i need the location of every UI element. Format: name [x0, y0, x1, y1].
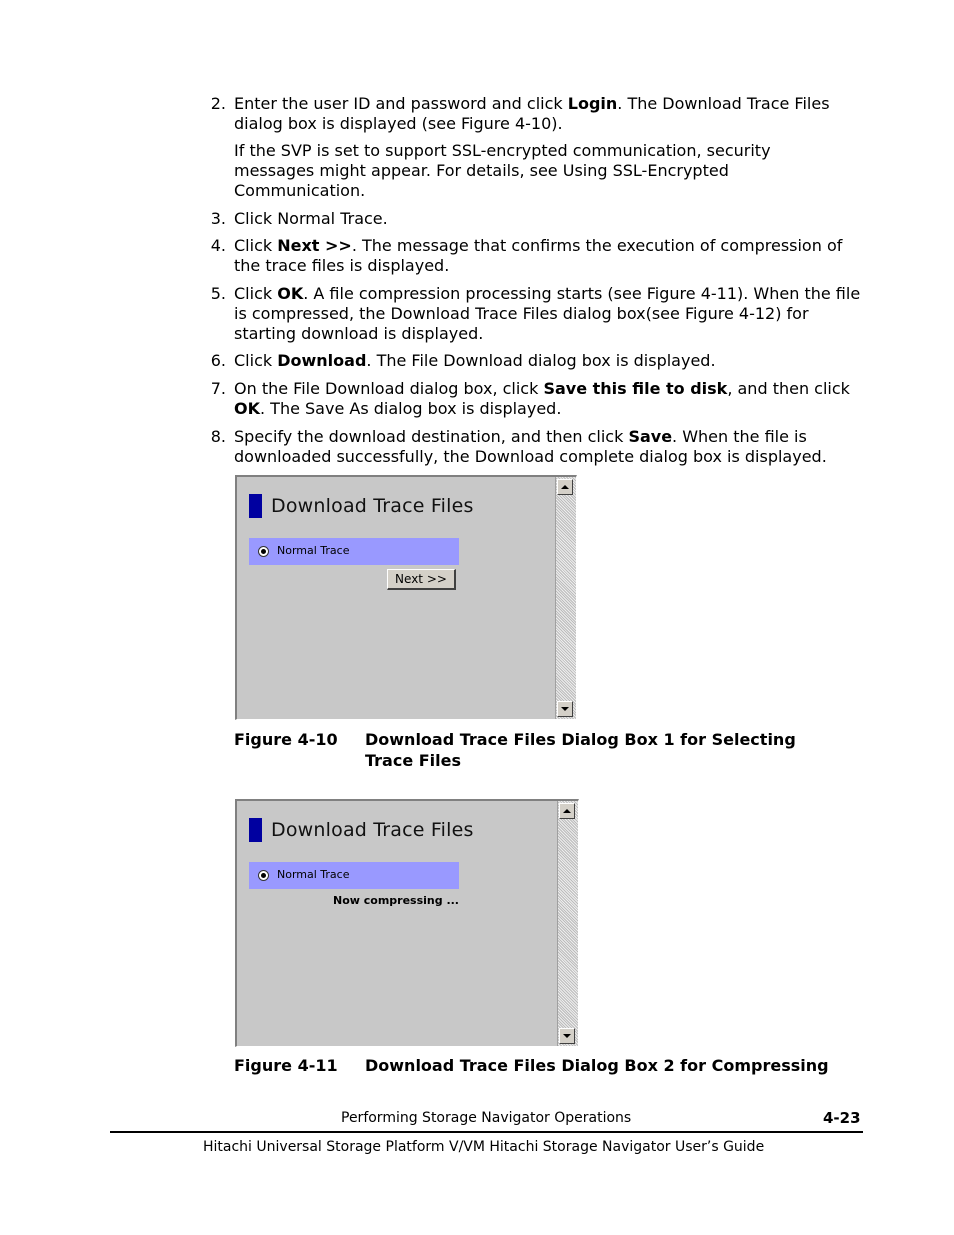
figure-title: Download Trace Files Dialog Box 2 for Compressing — [365, 1056, 829, 1075]
step-number: 3. — [210, 209, 226, 228]
text-run: Click Normal Trace. — [234, 209, 388, 228]
scroll-up-button[interactable] — [559, 803, 575, 819]
step-text — [234, 209, 864, 229]
title-marker — [249, 494, 262, 518]
download-trace-dialog-2 — [235, 799, 579, 1047]
text-run: Click — [234, 236, 278, 255]
step-number: 7. — [210, 379, 226, 398]
bold-term: Save this file to disk — [543, 379, 728, 398]
text-run: . When the file is downloaded successfully, the Download complete dialog box is displayed. — [234, 427, 827, 466]
step-number: 2. — [210, 94, 226, 113]
step-number: 5. — [210, 284, 226, 303]
bold-term: Login — [567, 94, 618, 113]
bold-term: OK — [277, 284, 304, 303]
figure-title: Download Trace Files Dialog Box 1 for Selecting Trace Files — [365, 730, 796, 770]
dialog-title: Download Trace Files — [271, 819, 474, 841]
text-run: . The Download Trace Files dialog box is displayed (see Figure 4-10). — [234, 94, 830, 133]
scroll-down-button[interactable] — [559, 1028, 575, 1044]
title-marker — [249, 818, 262, 842]
step-text — [234, 284, 864, 344]
bold-term: Next >> — [277, 236, 352, 255]
option-label: Normal Trace — [277, 868, 350, 881]
step-text — [234, 427, 864, 467]
figure-label: Figure 4-10 — [234, 730, 338, 749]
ssl-note: If the SVP is set to support SSL-encrypted communication, security messages might appear. For details, see Using SSL-Encrypted Communication. — [234, 141, 771, 200]
step-number: 6. — [210, 351, 226, 370]
text-run: Specify the download destination, and then click — [234, 427, 629, 446]
arrow-up-icon — [561, 485, 569, 489]
next-button[interactable]: Next >> — [387, 569, 456, 590]
text-run: Click — [234, 351, 278, 370]
text-run: . The Save As dialog box is displayed. — [260, 399, 562, 418]
vertical-scrollbar[interactable] — [555, 477, 576, 719]
bold-term: Download — [277, 351, 367, 370]
step-text — [234, 94, 864, 134]
dialog-title: Download Trace Files — [271, 495, 474, 517]
text-run: , and then click — [727, 379, 850, 398]
radio-selected-icon[interactable] — [258, 546, 269, 557]
text-run: Click — [234, 284, 278, 303]
arrow-up-icon — [563, 809, 571, 813]
step-text — [234, 236, 864, 276]
text-run: On the File Download dialog box, click — [234, 379, 544, 398]
bold-term: Save — [628, 427, 673, 446]
step-text — [234, 379, 864, 419]
scroll-up-button[interactable] — [557, 479, 573, 495]
figure-label: Figure 4-11 — [234, 1056, 338, 1075]
figure-4-10-caption — [234, 729, 854, 773]
compressing-status: Now compressing ... — [333, 894, 459, 907]
text-run: . The message that confirms the execution of compression of the trace files is displayed. — [234, 236, 843, 275]
download-trace-dialog-1 — [235, 475, 577, 720]
bold-term: OK — [234, 399, 260, 418]
step-text — [234, 351, 864, 371]
text-run: Enter the user ID and password and click — [234, 94, 568, 113]
option-label: Normal Trace — [277, 544, 350, 557]
footer-section-title: Performing Storage Navigator Operations — [341, 1110, 632, 1126]
text-run: . A file compression processing starts (see Figure 4-11). When the file is compressed, the Download Trace Files dialog box(see Figure 4-12) for starting download is displayed. — [234, 284, 861, 343]
step-number: 4. — [210, 236, 226, 255]
arrow-down-icon — [561, 707, 569, 711]
normal-trace-option[interactable] — [249, 538, 459, 565]
normal-trace-option[interactable] — [249, 862, 459, 889]
text-run: . The File Download dialog box is displayed. — [366, 351, 716, 370]
arrow-down-icon — [563, 1034, 571, 1038]
footer-divider — [110, 1131, 863, 1133]
vertical-scrollbar[interactable] — [557, 801, 578, 1046]
page-number: 4-23 — [823, 1109, 861, 1127]
radio-selected-icon[interactable] — [258, 870, 269, 881]
figure-4-11-caption — [234, 1055, 854, 1077]
footer-guide-title: Hitachi Universal Storage Platform V/VM Hitachi Storage Navigator User’s Guide — [203, 1139, 765, 1155]
step-number: 8. — [210, 427, 226, 446]
scroll-down-button[interactable] — [557, 701, 573, 717]
